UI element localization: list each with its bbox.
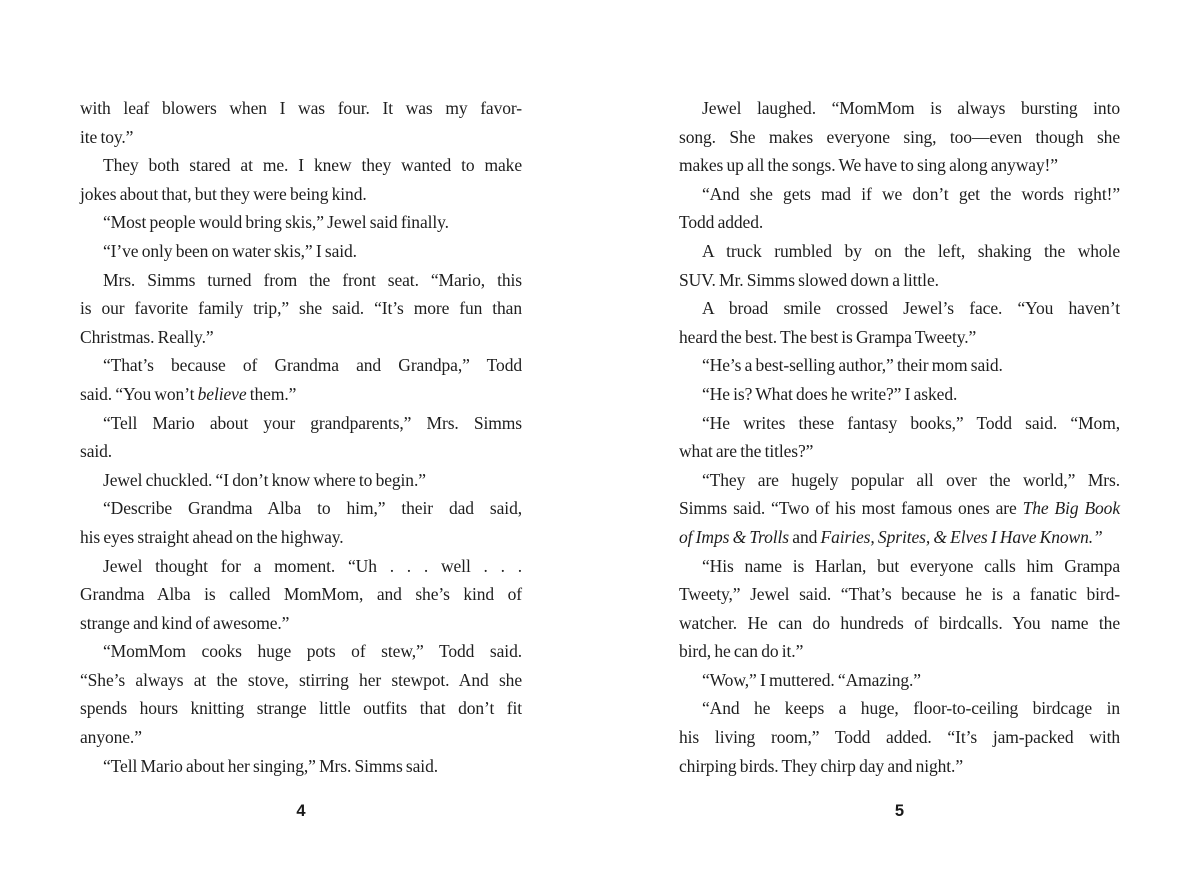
text-line (679, 294, 1120, 323)
text-segment: and (789, 526, 821, 547)
text-line (80, 380, 522, 409)
text-line (679, 208, 1120, 237)
text-segment: Todd added. (679, 212, 764, 233)
text-line (80, 523, 522, 552)
text-line (80, 237, 522, 266)
text-line (80, 494, 522, 523)
text-line (679, 494, 1120, 523)
text-line (679, 380, 1120, 409)
text-line (679, 180, 1120, 209)
text-segment: watcher. He can do hundreds of birdcalls. You name the (679, 612, 1120, 633)
text-line (679, 466, 1120, 495)
text-segment: Simms said. “Two of his most famous ones are (679, 498, 1023, 519)
text-line (80, 723, 522, 752)
text-line (80, 666, 522, 695)
italic-text: believe (197, 383, 247, 404)
text-segment: is our favorite family trip,” she said. “It’s more fun than (80, 298, 522, 319)
text-line (679, 637, 1120, 666)
left-page-text (80, 94, 522, 780)
text-line (80, 637, 522, 666)
text-segment: “Tell Mario about her singing,” Mrs. Simms said. (103, 755, 438, 776)
text-line (80, 94, 522, 123)
text-line (80, 208, 522, 237)
text-line (679, 609, 1120, 638)
text-segment: “And he keeps a huge, floor-to-ceiling birdcage in (702, 698, 1120, 719)
text-segment: Tweety,” Jewel said. “That’s because he is a fanatic bird- (679, 584, 1120, 605)
text-segment: “And she gets mad if we don’t get the words right!” (702, 183, 1120, 204)
text-segment: “He is? What does he write?” I asked. (702, 383, 958, 404)
text-segment: “He’s a best-selling author,” their mom said. (702, 355, 1003, 376)
text-segment: A broad smile crossed Jewel’s face. “You haven’t (702, 298, 1120, 319)
text-segment: “They are hugely popular all over the world,” Mrs. (702, 469, 1120, 490)
text-line (80, 752, 522, 781)
text-segment: Christmas. Really.” (80, 326, 214, 347)
text-line (80, 580, 522, 609)
text-segment: Grandma Alba is called MomMom, and she’s kind of (80, 584, 522, 605)
text-segment: his living room,” Todd added. “It’s jam-packed with (679, 727, 1120, 748)
text-line (80, 266, 522, 295)
text-segment: “Wow,” I muttered. “Amazing.” (702, 669, 921, 690)
text-line (679, 523, 1120, 552)
text-segment: with leaf blowers when I was four. It was my favor- (80, 98, 522, 118)
text-segment: “Most people would bring skis,” Jewel said finally. (103, 212, 449, 233)
right-page-number: 5 (894, 802, 905, 820)
text-line (679, 694, 1120, 723)
text-segment: SUV. Mr. Simms slowed down a little. (679, 269, 939, 290)
text-line (679, 409, 1120, 438)
text-segment: chirping birds. They chirp day and night.” (679, 755, 963, 776)
text-segment: Mrs. Simms turned from the front seat. “Mario, this (103, 269, 522, 290)
italic-text: The Big Book (1022, 498, 1121, 519)
text-line (679, 94, 1120, 123)
text-segment: anyone.” (80, 727, 142, 748)
text-line (679, 237, 1120, 266)
text-segment: jokes about that, but they were being kind. (80, 183, 367, 204)
text-segment: “MomMom cooks huge pots of stew,” Todd said. (103, 641, 522, 662)
text-segment: They both stared at me. I knew they wanted to make (103, 155, 522, 176)
text-line (80, 123, 522, 152)
text-segment: strange and kind of awesome.” (80, 612, 290, 633)
text-segment: “Describe Grandma Alba to him,” their dad said, (103, 498, 522, 519)
text-segment: Jewel laughed. “MomMom is always bursting into (702, 98, 1120, 118)
text-segment: heard the best. The best is Grampa Tweety.” (679, 326, 977, 347)
text-segment: them.” (246, 383, 297, 404)
text-line (679, 266, 1120, 295)
text-segment: A truck rumbled by on the left, shaking the whole (702, 240, 1120, 261)
text-segment: spends hours knitting strange little outfits that don’t fit (80, 698, 522, 719)
text-line (80, 151, 522, 180)
text-segment: “Tell Mario about your grandparents,” Mrs. Simms (103, 412, 522, 433)
text-segment: “He writes these fantasy books,” Todd said. “Mom, (702, 412, 1120, 433)
text-line (80, 294, 522, 323)
text-segment: “His name is Harlan, but everyone calls him Grampa (702, 555, 1120, 576)
text-segment: bird, he can do it.” (679, 641, 804, 662)
text-segment: said. (80, 441, 113, 462)
text-segment: “She’s always at the stove, stirring her stewpot. And she (80, 669, 522, 690)
text-segment: song. She makes everyone sing, too—even though she (679, 126, 1120, 147)
text-line (80, 552, 522, 581)
text-line (679, 323, 1120, 352)
right-page-text (679, 94, 1120, 780)
left-page-number: 4 (296, 802, 306, 820)
text-line (80, 609, 522, 638)
text-line (80, 351, 522, 380)
text-segment: his eyes straight ahead on the highway. (80, 526, 344, 547)
text-line (679, 123, 1120, 152)
text-line (679, 437, 1120, 466)
text-segment: what are the titles?” (679, 441, 814, 462)
text-segment: makes up all the songs. We have to sing along anyway!” (679, 155, 1058, 176)
text-segment: Jewel chuckled. “I don’t know where to begin.” (103, 469, 426, 490)
text-line (80, 323, 522, 352)
text-segment: said. “You won’t (80, 383, 198, 404)
text-line (679, 552, 1120, 581)
text-line (679, 752, 1120, 781)
text-line (80, 180, 522, 209)
text-segment: Jewel thought for a moment. “Uh . . . well . . . (103, 555, 522, 576)
text-line (679, 666, 1120, 695)
text-line (80, 437, 522, 466)
text-segment: “That’s because of Grandma and Grandpa,” Todd (103, 355, 522, 376)
text-line (679, 151, 1120, 180)
text-line (80, 409, 522, 438)
text-line (80, 466, 522, 495)
text-line (679, 723, 1120, 752)
text-segment: “I’ve only been on water skis,” I said. (103, 240, 357, 261)
text-line (679, 580, 1120, 609)
italic-text: Fairies, Sprites, & Elves I Have Known.” (820, 526, 1103, 547)
italic-text: of Imps & Trolls (679, 526, 789, 547)
text-line (679, 351, 1120, 380)
text-line (80, 694, 522, 723)
text-segment: ite toy.” (80, 126, 134, 147)
